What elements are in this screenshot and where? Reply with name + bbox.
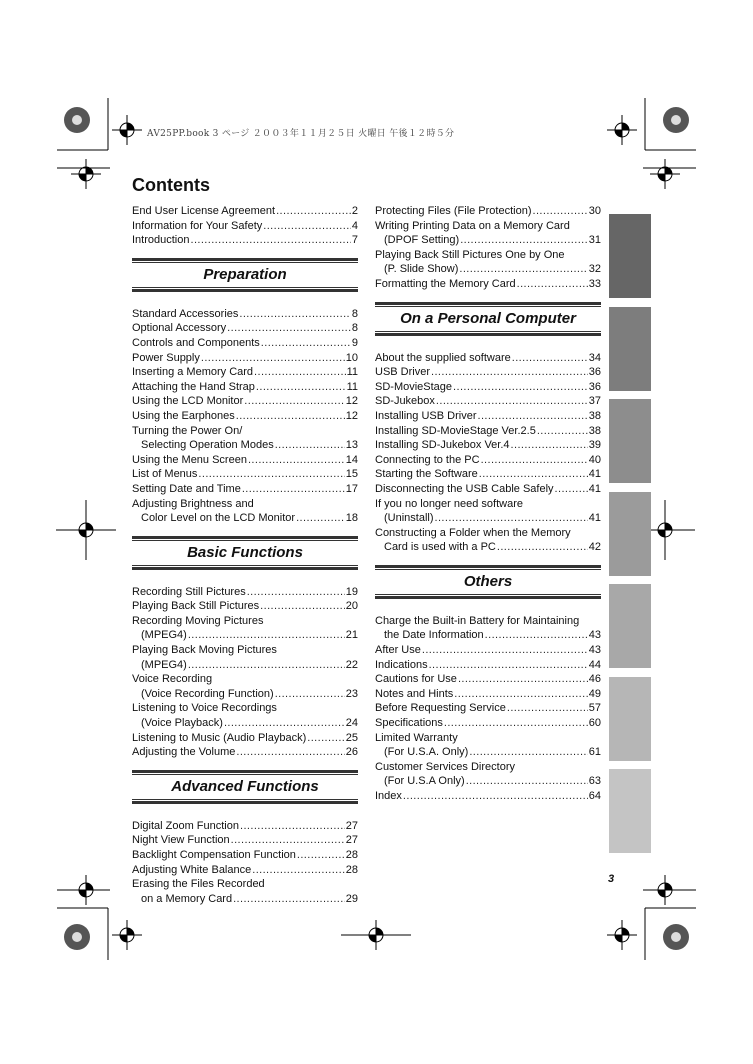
toc-entry-title: Specifications [375,717,443,730]
toc-entry [132,687,358,702]
dot-leader [459,262,587,277]
toc-entry-page: 44 [588,658,601,671]
toc-entry-title: Setting Date and Time [132,482,241,495]
section-tab [609,307,651,391]
toc-entry-page: 27 [345,834,358,847]
toc-entry-first-line: Limited Warranty [375,731,458,744]
dot-leader [481,453,588,468]
section-title: Advanced Functions [171,777,319,795]
toc-entry [375,233,601,248]
toc-entry-first-line: Customer Services Directory [375,760,515,773]
toc-entry [132,716,358,731]
toc-entry-title: (Uninstall) [384,512,434,525]
toc-intro-list [132,204,358,248]
print-file-header: AV25PP.book 3 ページ ２００３年１１月２５日 火曜日 午後１２時５分 [147,129,455,139]
toc-entry-page: 12 [345,409,358,422]
toc-entry-page: 64 [588,790,601,802]
toc-entry [375,380,601,395]
toc-entry-page: 11 [346,366,358,379]
toc-left-column [132,204,358,906]
toc-entry-title: Attaching the Hand Strap [132,380,255,393]
toc-entry-page: 61 [588,746,601,759]
dot-leader [190,233,350,248]
toc-entry-page: 27 [345,819,358,832]
toc-entry-page: 12 [345,395,358,408]
toc-entry-title: Selecting Operation Modes [141,439,274,452]
toc-entry-title: Controls and Components [132,336,260,349]
section-tab [609,677,651,761]
toc-entry [375,351,601,366]
toc-advanced-list [132,819,358,907]
toc-entry-page: 41 [588,468,601,481]
toc-entry-page: 36 [588,380,601,393]
dot-leader [261,336,351,351]
toc-entry-first-line: Playing Back Moving Pictures [132,644,277,657]
toc-entry [375,482,601,497]
toc-entry-title: Connecting to the PC [375,453,480,466]
toc-entry-title: List of Menus [132,468,198,481]
toc-entry [375,643,601,658]
toc-entry-title: Recording Still Pictures [132,585,246,598]
toc-entry-page: 7 [351,234,358,247]
toc-entry [375,672,601,687]
toc-entry-title: Color Level on the LCD Monitor [141,512,296,525]
dot-leader [429,658,588,673]
toc-entry-title: About the supplied software [375,351,511,364]
toc-entry-page: 43 [588,644,601,657]
toc-entry [375,438,601,453]
toc-entry-page: 39 [588,439,601,452]
toc-entry [132,848,358,863]
toc-entry-title: (MPEG4) [141,658,187,671]
toc-entry-title: Before Requesting Service [375,702,506,715]
dot-leader [454,687,587,702]
toc-entry [375,262,601,277]
dot-leader [436,394,588,409]
toc-entry [132,863,358,878]
dot-leader [263,219,351,234]
dot-leader [422,643,588,658]
toc-entry [132,819,358,834]
dot-leader [248,453,345,468]
dot-leader [512,351,588,366]
dot-leader [236,409,345,424]
toc-entry-page: 10 [345,351,358,364]
toc-entry [132,745,358,760]
dot-leader [537,424,588,439]
toc-entry-page: 8 [351,322,358,335]
section-title: Preparation [203,265,287,283]
toc-entry-page: 49 [588,687,601,700]
toc-entry-page: 21 [345,629,358,642]
toc-entry-page: 29 [345,892,358,905]
toc-entry-title: (For U.S.A. Only) [384,746,469,759]
toc-entry-first-line: Erasing the Files Recorded [132,878,265,891]
toc-entry-title: Formatting the Memory Card [375,277,516,290]
toc-entry [132,482,358,497]
toc-entry-page: 32 [588,263,601,276]
toc-entry-page: 41 [588,512,601,525]
section-header-basic-functions [132,536,358,570]
toc-entry-title: Adjusting White Balance [132,863,252,876]
toc-entry-title: Adjusting the Volume [132,746,236,759]
dot-leader [275,438,345,453]
toc-entry-title: Disconnecting the USB Cable Safely [375,482,554,495]
toc-entry-title: Backlight Compensation Function [132,849,296,861]
toc-entry-page: 34 [588,351,601,364]
toc-entry [132,438,358,453]
toc-entry-title: Digital Zoom Function [132,819,239,832]
toc-entry-title: the Date Information [384,629,484,642]
dot-leader [240,819,345,834]
dot-leader [507,701,588,716]
toc-continued-list [375,204,601,292]
dot-leader [256,380,346,395]
dot-leader [252,863,345,878]
toc-entry [132,511,358,526]
toc-entry-page: 38 [588,424,601,437]
toc-entry-title: Protecting Files (File Protection) [375,205,532,217]
dot-leader [469,745,587,760]
toc-entry-title: Indications [375,658,428,671]
toc-entry-title: Notes and Hints [375,687,454,700]
dot-leader [297,848,345,863]
toc-entry-first-line: Playing Back Still Pictures One by One [375,248,565,261]
toc-entry-page: 31 [588,234,601,247]
dot-leader [453,380,588,395]
toc-entry [375,394,601,409]
toc-entry [132,394,358,409]
toc-entry-first-line: Writing Printing Data on a Memory Card [375,219,570,232]
toc-entry [132,731,358,746]
dot-leader [403,789,588,804]
toc-entry-page: 42 [588,541,601,554]
dot-leader [276,204,351,219]
toc-entry-page: 26 [345,746,358,759]
dot-leader [444,716,588,731]
dot-leader [244,394,344,409]
toc-entry-title: Introduction [132,234,190,247]
dot-leader [431,365,588,380]
toc-entry-title: Using the Earphones [132,409,235,422]
dot-leader [485,628,588,643]
toc-entry-first-line: Charge the Built-in Battery for Maintaining [375,614,580,627]
toc-entry-page: 37 [588,395,601,408]
toc-entry [375,628,601,643]
dot-leader [188,658,345,673]
toc-entry [132,336,358,351]
dot-leader [260,599,345,614]
toc-entry [375,204,601,219]
toc-entry [375,540,601,555]
toc-entry-page: 30 [588,205,601,217]
toc-entry-title: SD-Jukebox [375,395,435,408]
toc-entry-page: 60 [588,717,601,730]
section-header-personal-computer [375,302,601,336]
dot-leader [466,774,588,789]
toc-entry-title: Installing SD-MovieStage Ver.2.5 [375,424,536,437]
toc-entry-title: Using the LCD Monitor [132,395,244,408]
dot-leader [201,351,345,366]
toc-entry [132,453,358,468]
toc-entry [375,365,601,380]
dot-leader [236,745,344,760]
toc-entry-title: (Voice Playback) [141,717,223,730]
toc-entry-page: 15 [345,468,358,481]
toc-entry-page: 28 [345,849,358,861]
dot-leader [247,585,345,600]
toc-entry-title: Playing Back Still Pictures [132,600,260,613]
dot-leader [517,277,588,292]
toc-entry [132,892,358,907]
toc-entry-title: Card is used with a PC [384,541,496,554]
dot-leader [227,321,351,336]
toc-entry-title: End User License Agreement [132,205,276,217]
dot-leader [188,628,345,643]
toc-basic-list [132,585,358,760]
toc-entry [132,219,358,234]
toc-entry-first-line: Turning the Power On/ [132,424,243,437]
toc-entry [132,233,358,248]
toc-entry-title: Using the Menu Screen [132,453,247,466]
section-tab [609,769,651,853]
toc-entry [375,409,601,424]
dot-leader [479,467,588,482]
section-title: On a Personal Computer [400,309,576,327]
toc-entry-title: Optional Accessory [132,322,227,335]
section-header-preparation [132,258,358,292]
toc-entry [132,204,358,219]
section-tab [609,492,651,576]
toc-entry-first-line: Voice Recording [132,673,213,686]
toc-entry-page: 46 [588,673,601,686]
toc-entry-page: 63 [588,775,601,788]
toc-entry [132,599,358,614]
toc-entry-first-line: Constructing a Folder when the Memory [375,526,571,539]
toc-entry [375,774,601,789]
toc-entry-title: (P. Slide Show) [384,263,459,276]
toc-entry-page: 41 [588,482,601,495]
toc-entry [375,716,601,731]
toc-entry [132,351,358,366]
dot-leader [296,511,345,526]
toc-entry-title: (DPOF Setting) [384,234,460,247]
toc-entry [132,409,358,424]
dot-leader [231,833,345,848]
toc-entry-title: Cautions for Use [375,673,457,686]
toc-entry-page: 19 [345,585,358,598]
toc-entry-page: 14 [345,453,358,466]
toc-entry [132,321,358,336]
toc-preparation-list [132,307,358,526]
toc-entry [132,467,358,482]
toc-entry-title: Installing USB Driver [375,409,477,422]
toc-entry-page: 36 [588,366,601,379]
toc-entry [132,833,358,848]
toc-entry [375,745,601,760]
toc-entry [375,424,601,439]
section-tab [609,399,651,483]
toc-right-column [375,204,601,804]
toc-entry-page: 17 [345,482,358,495]
toc-entry-title: Starting the Software [375,468,478,481]
section-header-advanced-functions [132,770,358,804]
toc-entry-page: 57 [588,702,601,715]
toc-entry [375,511,601,526]
dot-leader [460,233,588,248]
dot-leader [533,204,588,219]
dot-leader [435,511,588,526]
dot-leader [224,716,345,731]
dot-leader [497,540,588,555]
dot-leader [477,409,587,424]
toc-entry-page: 28 [345,863,358,876]
toc-entry-page: 33 [588,277,601,290]
toc-entry-page: 9 [351,336,358,349]
toc-entry-title: Power Supply [132,351,200,364]
toc-entry-title: SD-MovieStage [375,380,453,393]
toc-entry-title: (Voice Recording Function) [141,687,274,700]
toc-entry [132,628,358,643]
toc-pc-list [375,351,601,555]
toc-entry-first-line: Adjusting Brightness and [132,497,254,510]
toc-entry-title: (MPEG4) [141,629,187,642]
dot-leader [198,467,344,482]
dot-leader [242,482,345,497]
toc-entry-page: 38 [588,409,601,422]
toc-entry [375,789,601,804]
dot-leader [233,892,345,907]
toc-entry-page: 2 [351,205,358,217]
toc-entry-first-line: Listening to Voice Recordings [132,702,277,715]
toc-entry-title: (For U.S.A Only) [384,775,465,788]
toc-entry-page: 43 [588,629,601,642]
toc-entry-title: Index [375,790,402,802]
dot-leader [239,307,350,322]
toc-entry-page: 23 [345,687,358,700]
page-number: 3 [608,873,615,885]
toc-entry-title: After Use [375,644,421,657]
toc-entry-page: 20 [345,600,358,613]
dot-leader [555,482,588,497]
toc-entry [132,365,358,380]
toc-entry [132,307,358,322]
toc-entry-title: Installing SD-Jukebox Ver.4 [375,439,510,452]
toc-entry-page: 8 [351,307,358,320]
toc-entry-page: 4 [351,219,358,232]
section-title: Basic Functions [187,543,303,561]
toc-entry-title: Listening to Music (Audio Playback) [132,731,307,744]
toc-entry [375,701,601,716]
toc-entry-title: USB Driver [375,366,431,379]
toc-entry [375,277,601,292]
toc-entry [375,453,601,468]
toc-entry-title: Inserting a Memory Card [132,366,254,379]
toc-entry [375,687,601,702]
dot-leader [458,672,588,687]
toc-entry-page: 11 [346,380,358,393]
toc-entry-first-line: Recording Moving Pictures [132,614,264,627]
dot-leader [275,687,345,702]
toc-entry [375,467,601,482]
toc-entry-title: Night View Function [132,834,230,847]
toc-entry-page: 25 [345,731,358,744]
section-tab [609,584,651,668]
dot-leader [254,365,346,380]
section-tab [609,214,651,298]
toc-entry-page: 22 [345,658,358,671]
toc-entry-page: 13 [345,439,358,452]
toc-entry [132,585,358,600]
toc-others-list [375,614,601,804]
toc-entry-title: on a Memory Card [141,892,233,905]
toc-entry-page: 18 [345,512,358,525]
section-header-others [375,565,601,599]
toc-entry [132,658,358,673]
page-title: Contents [132,175,210,195]
toc-entry [375,658,601,673]
dot-leader [511,438,588,453]
toc-entry-first-line: If you no longer need software [375,497,523,510]
toc-entry-page: 24 [345,717,358,730]
dot-leader [307,731,345,746]
toc-entry-title: Information for Your Safety [132,219,263,232]
toc-entry-page: 40 [588,453,601,466]
section-title: Others [463,572,513,590]
toc-entry-title: Standard Accessories [132,307,239,320]
toc-entry [132,380,358,395]
